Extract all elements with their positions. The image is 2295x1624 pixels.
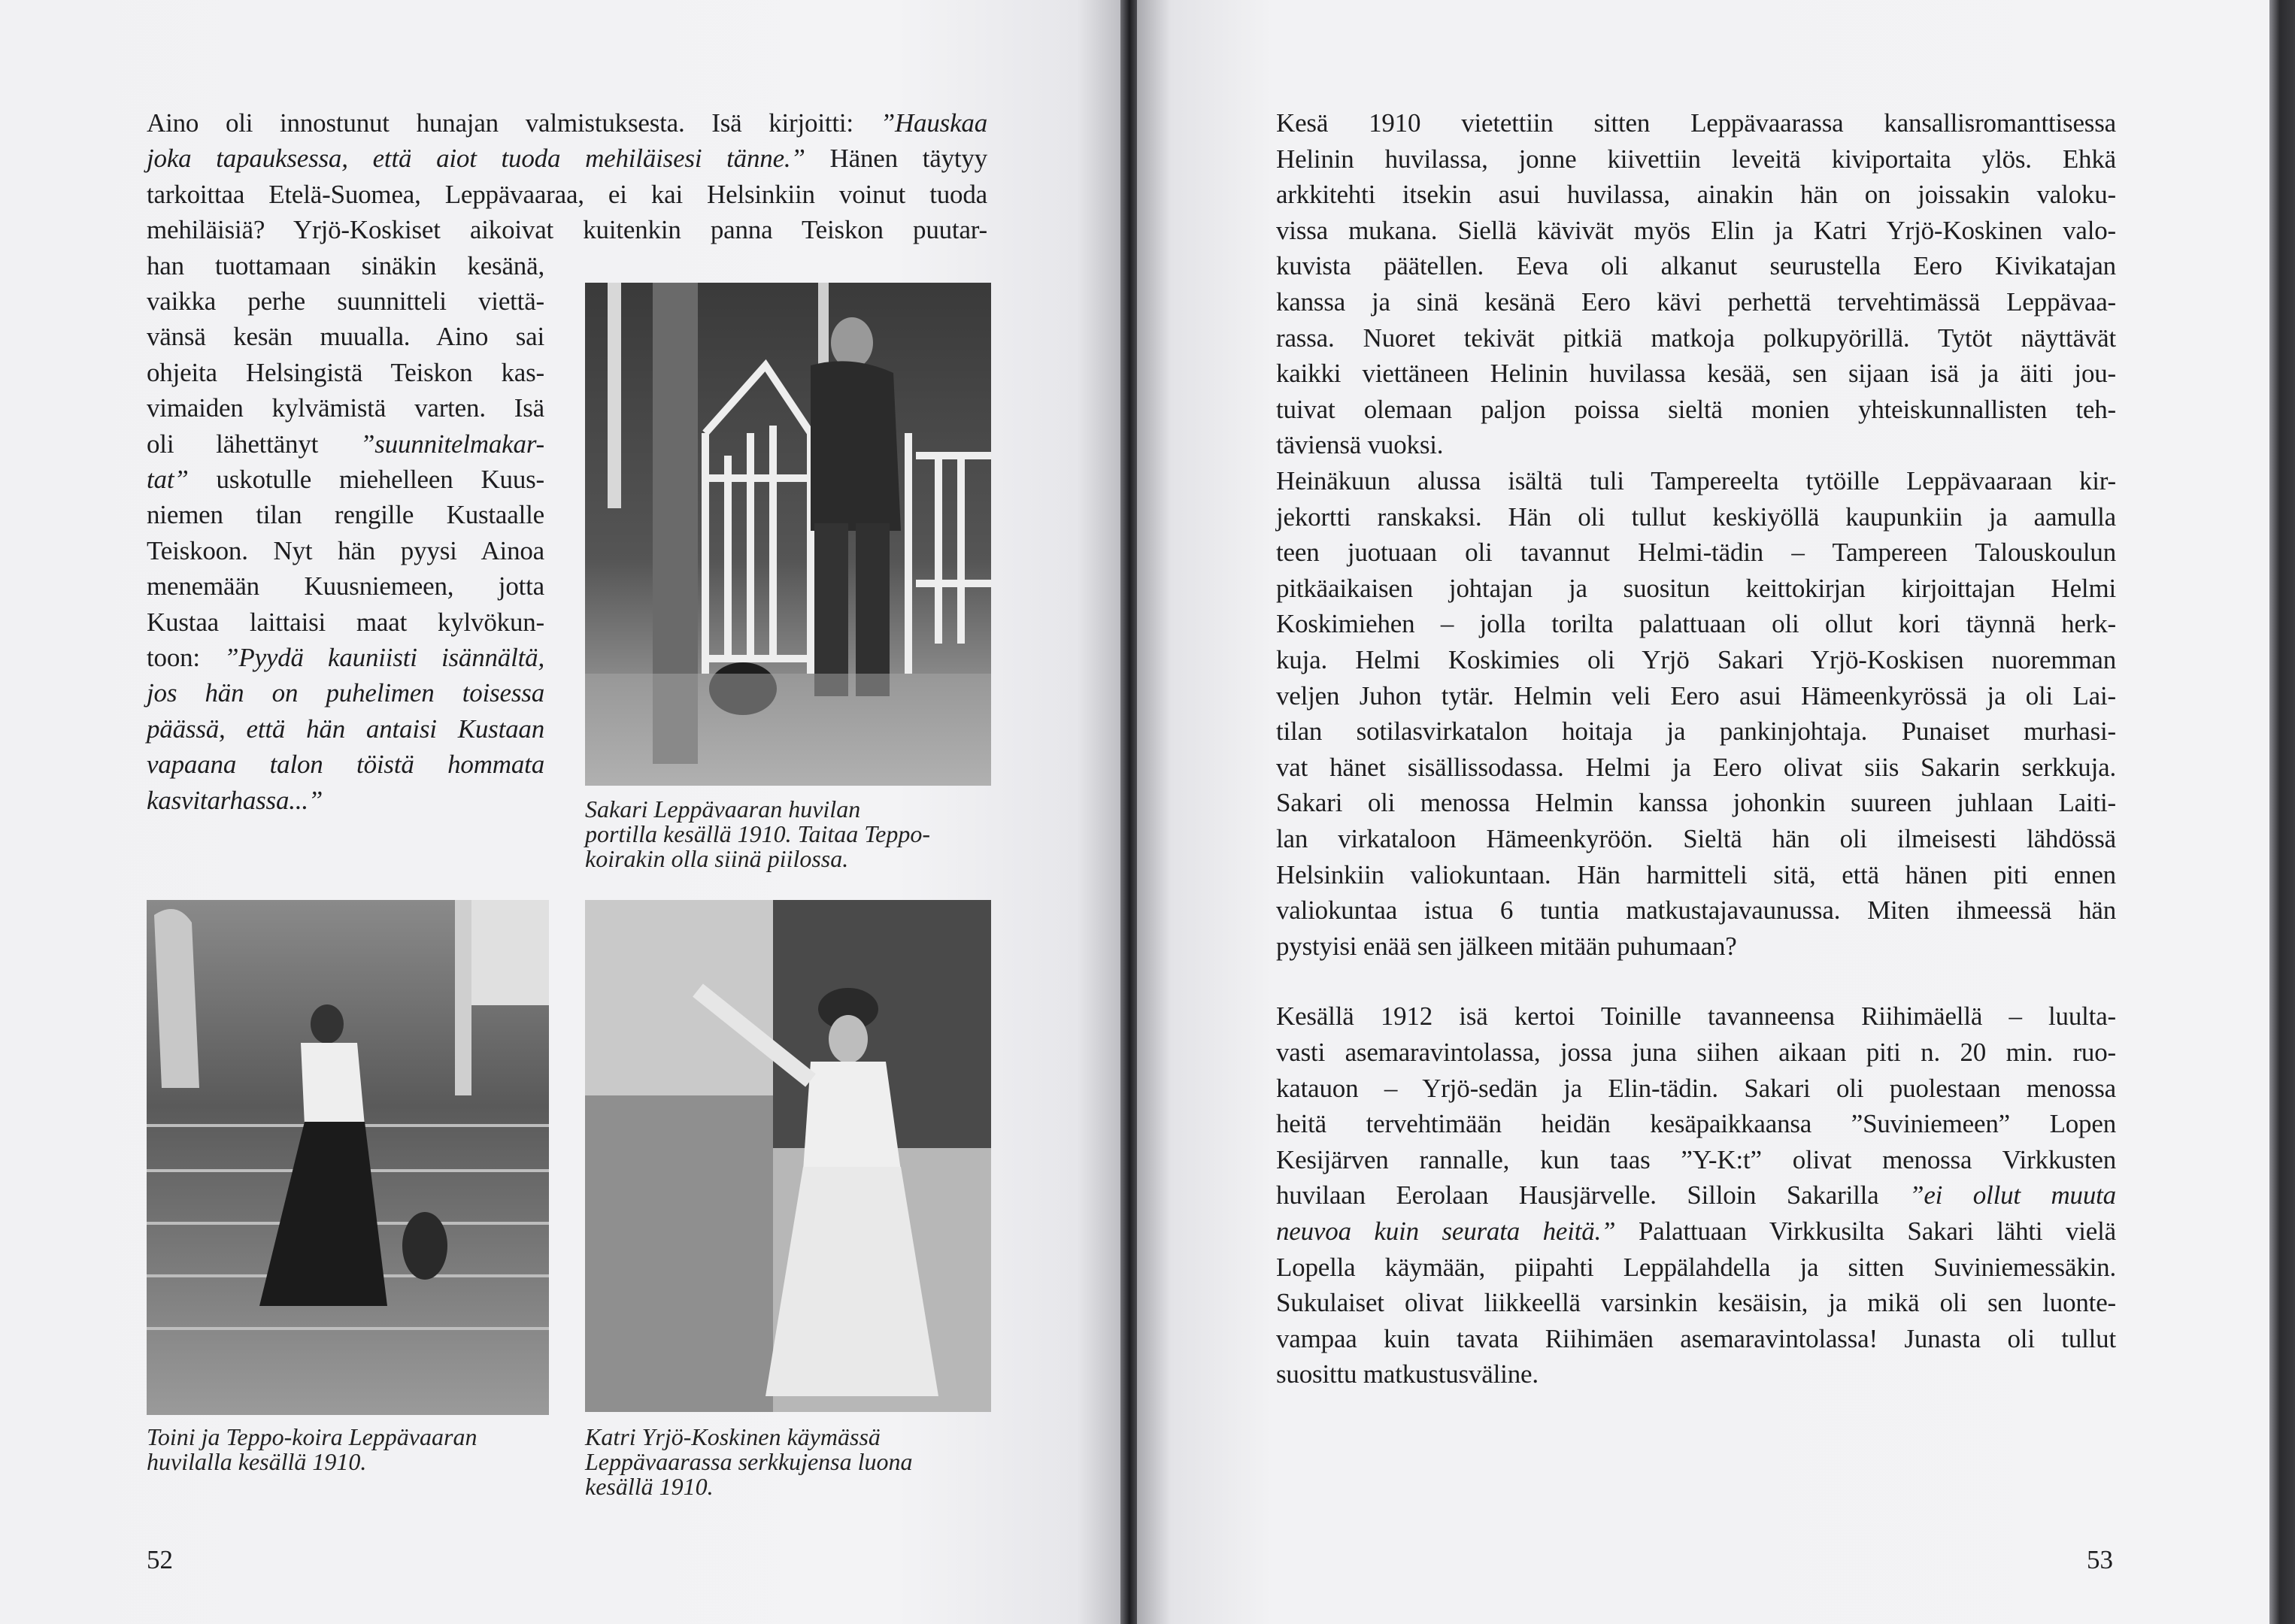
text-segment: Helsinkiin valiokuntaan. Hän harmitteli sitä, että hänen piti ennen (1276, 859, 2116, 889)
italic-text: ”Hauskaa (880, 108, 987, 138)
text-line (147, 105, 987, 141)
text-segment: tilan sotilasvirkatalon hoitaja ja pankinjohtaja. Punaiset murhasi- (1276, 717, 2116, 747)
text-segment: kanssa ja sinä kesänä Eero kävi perhettä tervehtimässä Leppävaa- (1276, 287, 2116, 317)
italic-text: neuvoa kuin seurata heitä.” (1276, 1216, 1616, 1246)
caption-line: huvilalla kesällä 1910. (147, 1448, 367, 1475)
text-line (147, 319, 544, 354)
text-line (147, 533, 544, 568)
text-segment: uskotulle miehelleen Kuus- (188, 465, 544, 494)
text-segment: jekortti ranskaksi. Hän oli tullut keskiyöllä kaupunkiin ja aamulla (1276, 501, 2116, 532)
text-segment: vat hänet sisällissodassa. Helmi ja Eero olivat siis Sakarin serkkuja. (1276, 752, 2116, 782)
text-segment: Kesijärven rannalle, kun taas ”Y-K:t” olivat menossa Virkkusten (1276, 1144, 2116, 1174)
text-segment: Aino oli innostunut hunajan valmistuksesta. Isä kirjoitti: (147, 108, 881, 138)
text-segment: vampaa kuin tavata Riihimäen asemaravintolassa! Junasta oli tullut (1276, 1323, 2116, 1353)
caption-line: kesällä 1910. (585, 1473, 714, 1500)
italic-text: vapaana talon töistä hommata (147, 750, 544, 780)
text-segment: toon: (147, 643, 225, 672)
text-segment: vaikka perhe suunnitteli viettä- (147, 286, 544, 316)
text-segment: tarkoittaa Etelä-Suomea, Leppävaaraa, ei kai Helsinkiin voinut tuoda (147, 179, 987, 209)
text-segment: veljen Juhon tytär. Helmin veli Eero asui Hämeenkyrössä ja oli Lai- (1276, 680, 2116, 710)
text-line (1276, 105, 2116, 141)
text-segment: Sukulaiset olivat liikkeellä varsinkin kesäisin, ja mikä oli sen luonte- (1276, 1288, 2116, 1318)
text-segment: Teiskoon. Nyt hän pyysi Ainoa (147, 535, 544, 565)
text-segment: han tuottamaan sinäkin kesänä, (147, 250, 544, 280)
right-page (1137, 0, 2271, 1624)
italic-text: kasvitarhassa...” (147, 785, 323, 815)
text-line (1276, 750, 2116, 785)
text-line (1276, 1213, 2116, 1249)
text-segment: suosittu matkustusväline. (1276, 1359, 1539, 1389)
text-line (1276, 213, 2116, 248)
photo-katri-yrjo-koskinen (585, 900, 991, 1412)
text-line (1276, 427, 2116, 462)
text-line (147, 568, 544, 604)
caption-line: Toini ja Teppo-koira Leppävaaran (147, 1423, 477, 1450)
photo-sakari-at-gate (585, 283, 991, 786)
text-line (1276, 714, 2116, 749)
text-line (1276, 785, 2116, 820)
text-line (1276, 392, 2116, 427)
text-segment: Lopella käymään, piipahti Leppälahdella ja sitten Suviniemessäkin. (1276, 1252, 2116, 1282)
page-number-left: 52 (147, 1545, 173, 1574)
text-line (1276, 1356, 2116, 1392)
text-line (147, 177, 987, 212)
text-line (1276, 284, 2116, 320)
text-line (147, 426, 544, 462)
italic-text: ”ei ollut muuta (1909, 1180, 2116, 1210)
text-line (147, 141, 987, 176)
text-line (147, 355, 544, 390)
caption-toini-and-dog (147, 1425, 477, 1474)
caption-line: koirakin olla siinä piilossa. (585, 845, 849, 872)
text-line (1276, 1035, 2116, 1070)
text-line (1276, 499, 2116, 535)
text-line (1276, 892, 2116, 928)
text-segment: vissa mukana. Siellä kävivät myös Elin ja Katri Yrjö-Koskinen valo- (1276, 215, 2116, 245)
text-line (147, 390, 544, 426)
text-line (147, 783, 544, 818)
text-segment: teen juotuaan oli tavannut Helmi-tädin – Tampereen Talouskoulun (1276, 538, 2116, 568)
book-edge (2269, 0, 2295, 1624)
text-line (1276, 177, 2116, 212)
text-line (1276, 642, 2116, 677)
text-segment: kuja. Helmi Koskimies oli Yrjö Sakari Yrjö-Koskisen nuoremman (1276, 645, 2116, 674)
caption-line: portilla kesällä 1910. Taitaa Teppo- (585, 820, 931, 847)
text-segment: pitkäaikaisen johtajan ja suositun keittokirjan kirjoittajan Helmi (1276, 573, 2116, 603)
text-segment: mehiläisiä? Yrjö-Koskiset aikoivat kuitenkin panna Teiskon puutar- (147, 215, 987, 245)
italic-text: päässä, että hän antaisi Kustaan (147, 714, 544, 744)
italic-text: jos hän on puhelimen toisessa (147, 678, 544, 708)
italic-text: joka tapauksessa, että aiot tuoda mehiläisesi tänne.” (147, 144, 805, 174)
book-gutter (1120, 0, 1138, 1624)
text-segment: kaikki viettäneen Helinin huvilassa kesää, sen sijaan isä ja äiti jou- (1276, 359, 2116, 389)
text-segment: Sakari oli menossa Helmin kanssa johonkin suureen juhlaan Laiti- (1276, 788, 2116, 818)
text-segment: tuivat olemaan paljon poissa sieltä monien yhteiskunnallisten teh- (1276, 394, 2116, 424)
text-line (1276, 1106, 2116, 1141)
text-line (1276, 1250, 2116, 1285)
text-line (1276, 356, 2116, 391)
text-line (1276, 1142, 2116, 1177)
left-page (0, 0, 1122, 1624)
text-line (1276, 998, 2116, 1034)
text-line (147, 747, 544, 782)
text-line (147, 283, 544, 319)
text-line (1276, 929, 2116, 964)
text-segment: Hänen täytyy (805, 144, 987, 174)
caption-sakari-at-gate (585, 797, 930, 871)
text-segment: vänsä kesän muualla. Aino sai (147, 322, 544, 352)
italic-text: tat” (147, 465, 189, 494)
text-segment: oli lähettänyt (147, 429, 361, 459)
text-line (147, 640, 544, 675)
text-line (1276, 1321, 2116, 1356)
italic-text: ”Pyydä kauniisti isännältä, (224, 643, 545, 672)
text-segment: Helinin huvilassa, jonne kiivettiin leveitä kiviportaita ylös. Ehkä (1276, 144, 2116, 174)
italic-text: ”suunnitelmakar- (360, 429, 544, 459)
text-segment: niemen tilan rengille Kustaalle (147, 500, 544, 530)
photo-toini-and-dog (147, 900, 549, 1415)
text-segment: rassa. Nuoret tekivät pitkiä matkoja polkupyörillä. Tytöt näyttävät (1276, 323, 2116, 353)
text-line (147, 711, 544, 747)
text-line (1276, 1071, 2116, 1106)
text-segment: Heinäkuun alussa isältä tuli Tampereelta tytöille Leppävaaraan kir- (1276, 466, 2116, 495)
text-segment: täviensä vuoksi. (1276, 430, 1444, 460)
text-line (1276, 1177, 2116, 1213)
text-segment: Palattuaan Virkkusilta Sakari lähti vielä (1615, 1216, 2116, 1246)
text-segment: valiokuntaa istua 6 tuntia matkustajavaunussa. Miten ihmeessä hän (1276, 895, 2116, 926)
text-line (1276, 571, 2116, 606)
text-line (1276, 821, 2116, 856)
text-segment: vimaiden kylvämistä varten. Isä (147, 393, 544, 423)
text-segment: pystyisi enää sen jälkeen mitään puhumaan? (1276, 931, 1737, 961)
caption-line: Leppävaarassa serkkujensa luona (585, 1448, 913, 1475)
text-segment: heitä tervehtimään heidän kesäpaikkaansa ”Suviniemeen” Lopen (1276, 1109, 2116, 1139)
text-segment: Koskimiehen – jolla torilta palattuaan oli ollut kori täynnä herk- (1276, 609, 2116, 639)
text-segment: arkkitehti itsekin asui huvilassa, ainakin hän on joissakin valoku- (1276, 180, 2116, 210)
text-line (1276, 1285, 2116, 1320)
caption-line: Sakari Leppävaaran huvilan (585, 795, 861, 823)
text-line (147, 248, 544, 283)
text-segment: lan virkataloon Hämeenkyröön. Sieltä hän oli ilmeisesti lähdössä (1276, 824, 2116, 853)
text-line (147, 497, 544, 532)
text-segment: Kustaa laittaisi maat kylvökun- (147, 607, 544, 637)
text-segment: ohjeita Helsingistä Teiskon kas- (147, 357, 544, 387)
text-line (1276, 678, 2116, 714)
text-segment: Kesä 1910 vietettiin sitten Leppävaarassa kansallisromanttisessa (1276, 108, 2116, 138)
text-line (1276, 320, 2116, 356)
text-line (1276, 606, 2116, 641)
text-line (147, 212, 987, 247)
page-number-right: 53 (2087, 1545, 2113, 1574)
text-line (147, 462, 544, 497)
text-segment: katauon – Yrjö-sedän ja Elin-tädin. Sakari oli puolestaan menossa (1276, 1073, 2116, 1103)
text-segment: huvilaan Eerolaan Hausjärvelle. Silloin Sakarilla (1276, 1180, 1910, 1210)
text-segment: menemään Kuusniemeen, jotta (147, 571, 544, 601)
text-line (1276, 857, 2116, 892)
text-line (147, 675, 544, 710)
text-segment: vasti asemaravintolassa, jossa juna siihen aikaan piti n. 20 min. ruo- (1276, 1038, 2116, 1067)
text-line (1276, 463, 2116, 498)
caption-katri-yrjo-koskinen (585, 1425, 913, 1499)
text-segment: kuvista päätellen. Eeva oli alkanut seurustella Eero Kivikatajan (1276, 251, 2116, 281)
text-line (1276, 535, 2116, 570)
text-line (147, 604, 544, 640)
text-line (1276, 248, 2116, 283)
text-segment: Kesällä 1912 isä kertoi Toinille tavanneensa Riihimäellä – luulta- (1276, 1001, 2116, 1032)
caption-line: Katri Yrjö-Koskinen käymässä (585, 1423, 881, 1450)
text-line (1276, 141, 2116, 177)
